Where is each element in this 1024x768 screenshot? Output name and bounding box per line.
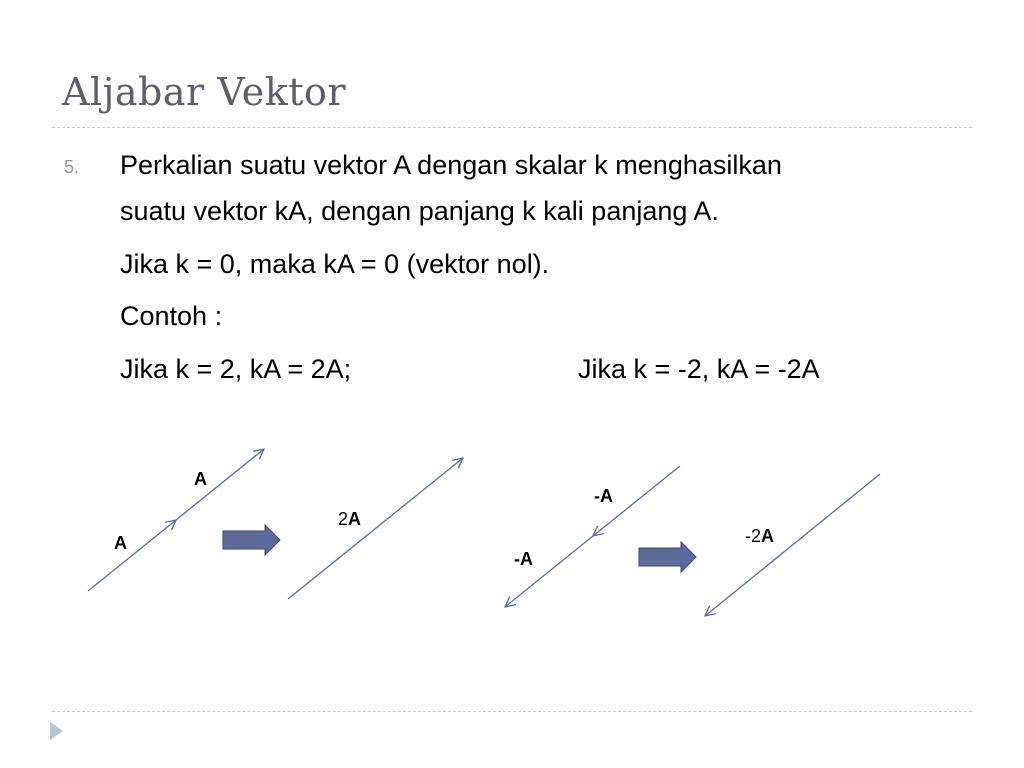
body-line-1: Perkalian suatu vektor A dengan skalar k menghasilkan (120, 150, 782, 180)
label-neg-2a (745, 526, 774, 546)
bullet-number: 5. (64, 157, 80, 177)
label-neg-2a-prefix: -2 (745, 526, 762, 546)
label-neg-a-lower: -A (514, 549, 533, 569)
label-2a-prefix: 2 (338, 509, 349, 529)
body-line-5-right: Jika k = -2, kA = -2A (578, 354, 820, 384)
vector-neg-2a (705, 474, 880, 616)
label-neg-a-upper: -A (594, 486, 613, 506)
footer-divider (52, 711, 972, 712)
block-arrow-right (639, 542, 696, 572)
slide-title: Aljabar Vektor (62, 70, 347, 114)
vector-a-upper (176, 449, 264, 520)
body-line-5-left: Jika k = 2, kA = 2A; (120, 354, 352, 384)
body-line-3: Jika k = 0, maka kA = 0 (vektor nol). (120, 249, 550, 279)
label-2a-symbol: A (348, 509, 362, 529)
vector-neg-a-lower (505, 536, 593, 607)
body-line-2: suatu vektor kA, dengan panjang k kali panjang A. (120, 196, 719, 226)
play-triangle-icon (50, 722, 63, 740)
body-line-4: Contoh : (120, 301, 223, 331)
label-a-upper: A (194, 469, 207, 489)
block-arrow-left (223, 525, 280, 555)
vector-2a (288, 458, 463, 599)
label-a-lower: A (114, 533, 127, 553)
vector-a-lower (88, 520, 176, 591)
label-neg-2a-symbol: A (761, 526, 775, 546)
label-2a (338, 509, 361, 529)
